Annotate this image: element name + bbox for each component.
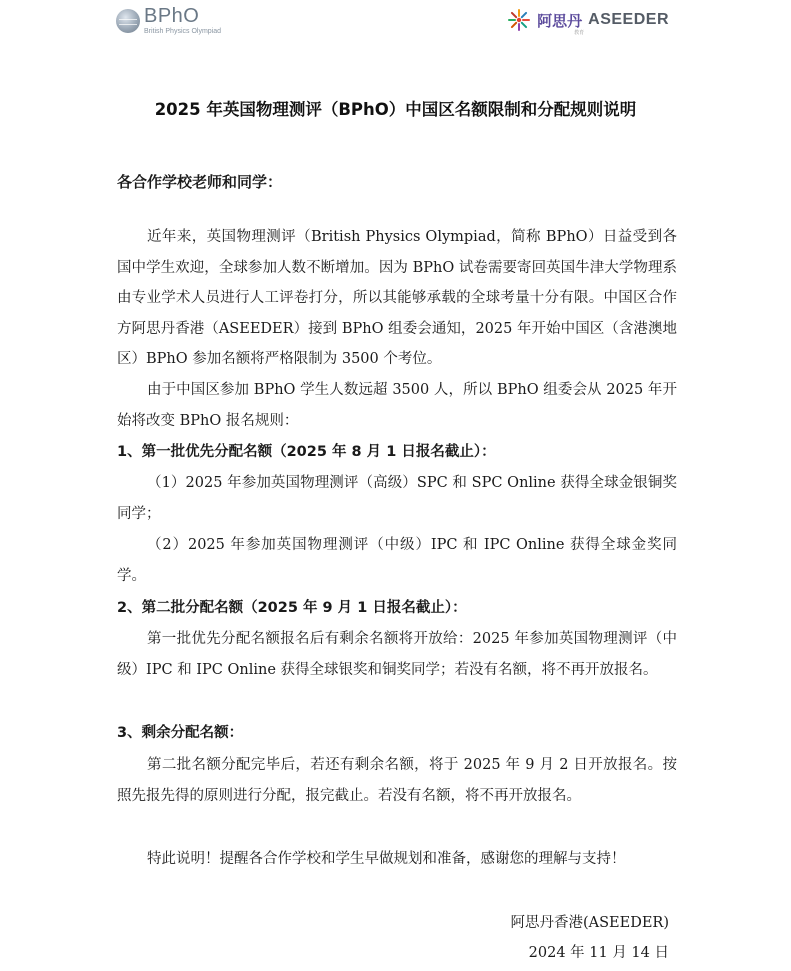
bpho-brand-text: BPhO xyxy=(144,5,200,27)
bpho-subtitle-text: British Physics Olympiad xyxy=(144,28,222,35)
signature: 阿思丹香港(ASEEDER) xyxy=(510,915,669,931)
globe-icon xyxy=(116,9,140,33)
document-title: 2025 年英国物理测评（BPhO）中国区名额限制和分配规则说明 xyxy=(154,100,637,119)
date: 2024 年 11 月 14 日 xyxy=(528,945,669,961)
aseeder-en-text: ASEEDER xyxy=(588,11,669,28)
section2-heading: 2、第二批分配名额（2025 年 9 月 1 日报名截止）： xyxy=(117,600,467,616)
closing-paragraph: 特此说明！提醒各合作学校和学生早做规划和准备，感谢您的理解与支持！ xyxy=(147,851,626,867)
section1-heading: 1、第一批优先分配名额（2025 年 8 月 1 日报名截止）： xyxy=(117,444,496,460)
section1-item2: （2）2025 年参加英国物理测评（中级）IPC 和 IPC Online 获得全球金奖同学。 xyxy=(117,537,677,584)
section2-body: 第一批优先分配名额报名后有剩余名额将开放给：2025 年参加英国物理测评（中级）IPC 和 IPC Online 获得全球银奖和铜奖同学；若没有名额，将不再开放报名。 xyxy=(117,631,677,678)
rule-change-paragraph: 由于中国区参加 BPhO 学生人数远超 3500 人，所以 BPhO 组委会从 2025 年开始将改变 BPhO 报名规则： xyxy=(117,382,677,429)
greeting: 各合作学校老师和同学： xyxy=(117,173,283,191)
aseeder-cn-sub-text: 教育 xyxy=(574,29,585,36)
intro-paragraph: 近年来，英国物理测评（British Physics Olympiad，简称 BPhO）日益受到各国中学生欢迎，全球参加人数不断增加。因为 BPhO 试卷需要寄回英国牛津大学物理系由专业学术人员进行人工评卷打分，所以其能够承载的全球考量十分有限。中国区合作方阿思丹香港（ASEEDER）接到 BPhO 组委会通知，2025 年开始中国区（含港澳地区）BPhO 参加名额将严格限制为 3500 个考位。 xyxy=(117,229,677,367)
section3-heading: 3、剩余分配名额： xyxy=(117,725,244,741)
aseeder-cn-text: 阿思丹 xyxy=(537,11,583,30)
aseeder-logo xyxy=(507,8,669,36)
bpho-logo xyxy=(116,6,221,35)
starburst-logo-icon xyxy=(507,8,531,32)
section1-item1: （1）2025 年参加英国物理测评（高级）SPC 和 SPC Online 获得全球金银铜奖同学； xyxy=(117,475,677,522)
section3-body: 第二批名额分配完毕后，若还有剩余名额，将于 2025 年 9 月 2 日开放报名。按照先报先得的原则进行分配，报完截止。若没有名额，将不再开放报名。 xyxy=(117,757,677,804)
